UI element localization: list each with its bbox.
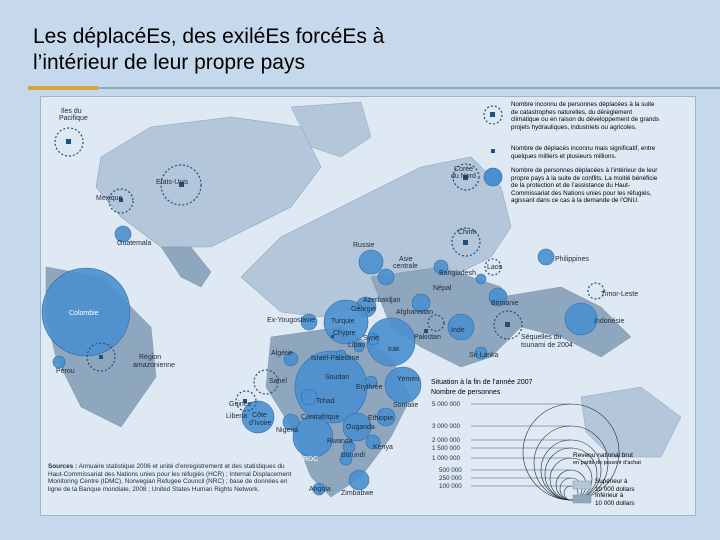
label-region-amazonienne: Région (139, 354, 162, 361)
label-rdc: RDC (303, 456, 319, 463)
scale-2000000: 2 000 000 (432, 437, 461, 444)
label-colombie: Colombie (69, 310, 99, 317)
sources-text: Annuaire statistique 2006 et unité d’enregistrement et des statistiques du Haut-Commissariat des Nations unies pour les réfugiés (HCR) ; Internal Displacement Monitoring Centre (IDMC), Norwegian Refugee Council (NRC) ; base de données en ligne de la Banque mondiale, 2008 ; United States Human Rights Network. (48, 463, 292, 493)
label-timor-leste: Timor-Leste (601, 291, 639, 298)
label-laos: Laos (487, 264, 503, 271)
label-sequelles-tsunami-2: tsunami de 2004 (521, 342, 573, 349)
legend-natural-disasters: Nombre inconnu de personnes déplacées à la suite de catastrophes naturelles, du dérèglement climatique ou en raison du développement de grands projets hydrauliques, industriels ou agricoles. (511, 101, 660, 131)
label-pakistan: Pakistan (414, 334, 441, 341)
pakistan-marker (424, 329, 428, 333)
label-guatemala: Guatemala (117, 240, 152, 247)
legend-gni-title: Revenu national brut (573, 452, 633, 459)
label-guinee: Guinée (229, 401, 252, 408)
label-israel-palestine: Israël-Palestine (311, 355, 360, 362)
label-algerie: Algérie (271, 350, 293, 357)
label-coree-nord-2: du Nord (451, 173, 476, 180)
label-burundi: Burundi (341, 452, 366, 459)
page-title: Les déplacéEs, des exiléEs forcéEs à l’intérieur de leur propre pays (33, 25, 385, 74)
indonesie-bubble (565, 303, 597, 335)
perou-bubble (53, 356, 65, 368)
conflict-legend-bubble (484, 168, 502, 186)
scale-1500000: 1 500 000 (432, 445, 461, 452)
natural-disaster-legend-marker (490, 112, 495, 117)
sources-note (48, 463, 293, 493)
russie-bubble (359, 250, 383, 274)
label-liban: Liban (348, 342, 366, 349)
chine-marker (463, 240, 468, 245)
label-liberia: Liberia (226, 413, 248, 420)
scale-3000000: 3 000 000 (432, 423, 461, 430)
label-etats-unis: Etats-Unis (156, 179, 189, 186)
label-indonesie: Indonésie (594, 318, 625, 325)
label-angola: Angola (309, 486, 331, 493)
label-region-amazonienne-2: amazonienne (133, 362, 176, 369)
scale-500000: 500 000 (439, 467, 462, 474)
label-irak: Irak (388, 346, 400, 353)
label-ouganda: Ouganda (346, 424, 375, 431)
label-erythree: Erythrée (356, 384, 383, 391)
label-zimbabwe: Zimbabwe (341, 490, 374, 497)
tchad-bubble (301, 389, 317, 405)
somalie-bubble (385, 367, 421, 403)
label-soudan: Soudan (325, 374, 350, 381)
bangladesh-bubble (476, 274, 486, 284)
title-divider (28, 87, 720, 89)
zimbabwe-bubble (349, 470, 369, 490)
gni-high-swatch (573, 481, 591, 489)
central-america-land (161, 247, 211, 287)
scale-250000: 250 000 (439, 475, 462, 482)
legend-gni-sub: en parité de pouvoir d’achat (573, 460, 641, 466)
label-perou: Pérou (56, 368, 75, 375)
label-iles-pacifique-2: Pacifique (59, 115, 88, 122)
label-cote-ivoire: Côte (252, 412, 267, 419)
label-philippines: Philippines (555, 256, 589, 263)
label-ex-yougoslavie: Ex-Yougoslavie (267, 317, 315, 324)
label-nepal: Népal (433, 285, 452, 292)
label-bangladesh: Bangladesh (439, 270, 476, 277)
label-azerbaidjan: Azerbaïdjan (363, 297, 401, 304)
gni-low-swatch (573, 495, 591, 503)
label-sri-lanka: Sri Lanka (469, 352, 499, 359)
label-iles-pacifique: Iles du (61, 108, 82, 115)
significant-legend-marker (491, 149, 495, 153)
iles-pacifique-marker (66, 139, 71, 144)
label-chypre: Chypre (333, 330, 356, 337)
label-chine: Chine (458, 229, 477, 236)
world-map (40, 96, 696, 516)
label-nigeria: Nigeria (276, 427, 299, 434)
philippines-bubble (538, 249, 554, 265)
region-amazonienne-marker (99, 355, 103, 359)
tsunami-marker (505, 322, 510, 327)
label-coree-nord: Corée (454, 166, 474, 173)
label-mexique: Mexique (96, 195, 123, 202)
scale-1000000: 1 000 000 (432, 455, 461, 462)
label-sahel: Sahel (269, 378, 287, 385)
label-centrafrique: Centrafrique (301, 414, 340, 421)
legend-gni-high: Supérieur à 10 000 dollars (595, 478, 635, 493)
legend-situation: Situation à la fin de l’année 2007 (431, 379, 533, 386)
label-asie-centrale-2: centrale (393, 263, 418, 270)
scale-labels (432, 401, 462, 490)
label-syrie: Syrie (363, 335, 379, 342)
scale-100000: 100 000 (439, 483, 462, 490)
label-kenya: Kenya (373, 444, 393, 451)
label-inde: Inde (451, 327, 465, 334)
label-yemen: Yémen (397, 376, 420, 383)
north-america-land (96, 117, 321, 247)
label-tchad: Tchad (316, 398, 335, 405)
label-asie-centrale: Asie (399, 256, 413, 263)
legend-gni-low: Inférieur à 10 000 dollars (595, 492, 635, 507)
label-turquie: Turquie (331, 318, 355, 325)
australia-land (581, 387, 681, 457)
legend-unknown-significant: Nombre de déplacés inconnu mais significatif, entre quelques milliers et plusieurs millions. (511, 145, 656, 160)
label-ethiopie: Ethiopie (368, 415, 394, 422)
label-somalie: Somalie (393, 402, 419, 409)
label-georgie: Géorgie (351, 306, 376, 313)
legend-people-count: Nombre de personnes (431, 389, 501, 396)
label-afghanistan: Afghanistan (396, 309, 433, 316)
title-divider-accent (28, 86, 98, 90)
label-russie: Russie (353, 242, 375, 249)
label-rwanda: Rwanda (327, 438, 353, 445)
label-sequelles-tsunami: Séquelles du (521, 334, 562, 341)
label-birmanie: Birmanie (491, 300, 519, 307)
legend-conflict-displaced: Nombre de personnes déplacées à l’intérieur de leur propre pays à la suite de conflits. La moitié bénéficie de la protection et de l’assistance du Haut-Commissariat des Nations unies pour les réfugiés, agissant dans ce cas à la demande de l’ONU. (511, 167, 658, 204)
sources-label: Sources : (48, 463, 78, 470)
asie-centrale-bubble (378, 269, 394, 285)
scale-5000000: 5 000 000 (432, 401, 461, 408)
label-cote-ivoire-2: d’Ivoire (249, 420, 272, 427)
